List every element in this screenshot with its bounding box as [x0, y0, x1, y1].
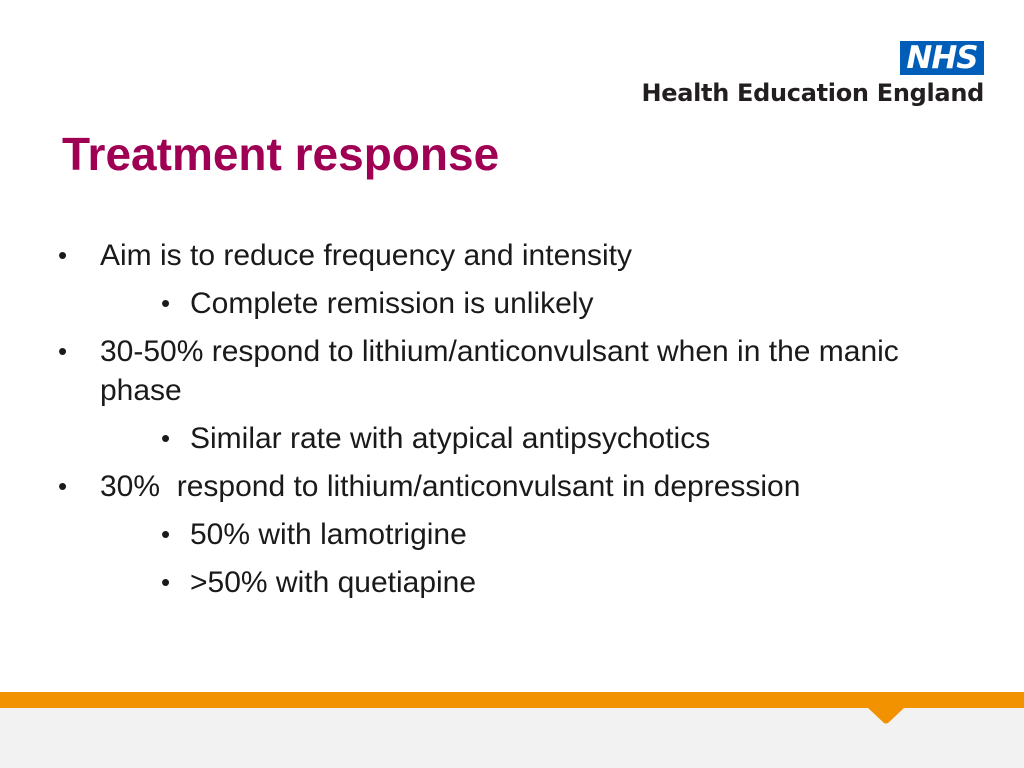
bullet-dot-icon: • [161, 519, 171, 549]
nhs-logo-badge: NHS [900, 41, 984, 75]
sub-bullet-item [58, 563, 938, 602]
bullet-text: >50% with quetiapine [190, 566, 477, 599]
bullet-dot-icon: • [161, 423, 171, 453]
sub-bullet-item [58, 515, 938, 554]
bullet-text: 50% with lamotrigine [190, 518, 467, 551]
hee-logo [624, 41, 984, 111]
bullet-item [58, 236, 938, 275]
slide-title: Treatment response [62, 128, 500, 180]
sub-bullet-item [58, 419, 938, 458]
organisation-name: Health Education England [641, 79, 984, 107]
bullet-dot-icon: • [58, 336, 68, 366]
bullet-dot-icon: • [161, 288, 171, 318]
bullet-dot-icon: • [58, 471, 68, 501]
sub-bullet-item [58, 284, 938, 323]
bullet-text: Similar rate with atypical antipsychotics [190, 422, 711, 455]
bullet-item [58, 467, 938, 506]
bullet-dot-icon: • [58, 240, 68, 270]
bullet-list [58, 236, 938, 611]
bullet-text: Aim is to reduce frequency and intensity [100, 239, 632, 272]
bullet-text: Complete remission is unlikely [190, 287, 594, 320]
bullet-text: 30% respond to lithium/anticonvulsant in depression [100, 470, 801, 503]
bullet-dot-icon: • [161, 567, 171, 597]
footer-notch-icon [868, 706, 904, 724]
bullet-text: 30-50% respond to lithium/anticonvulsant when in the manic phase [100, 335, 899, 407]
bullet-item [58, 332, 938, 410]
